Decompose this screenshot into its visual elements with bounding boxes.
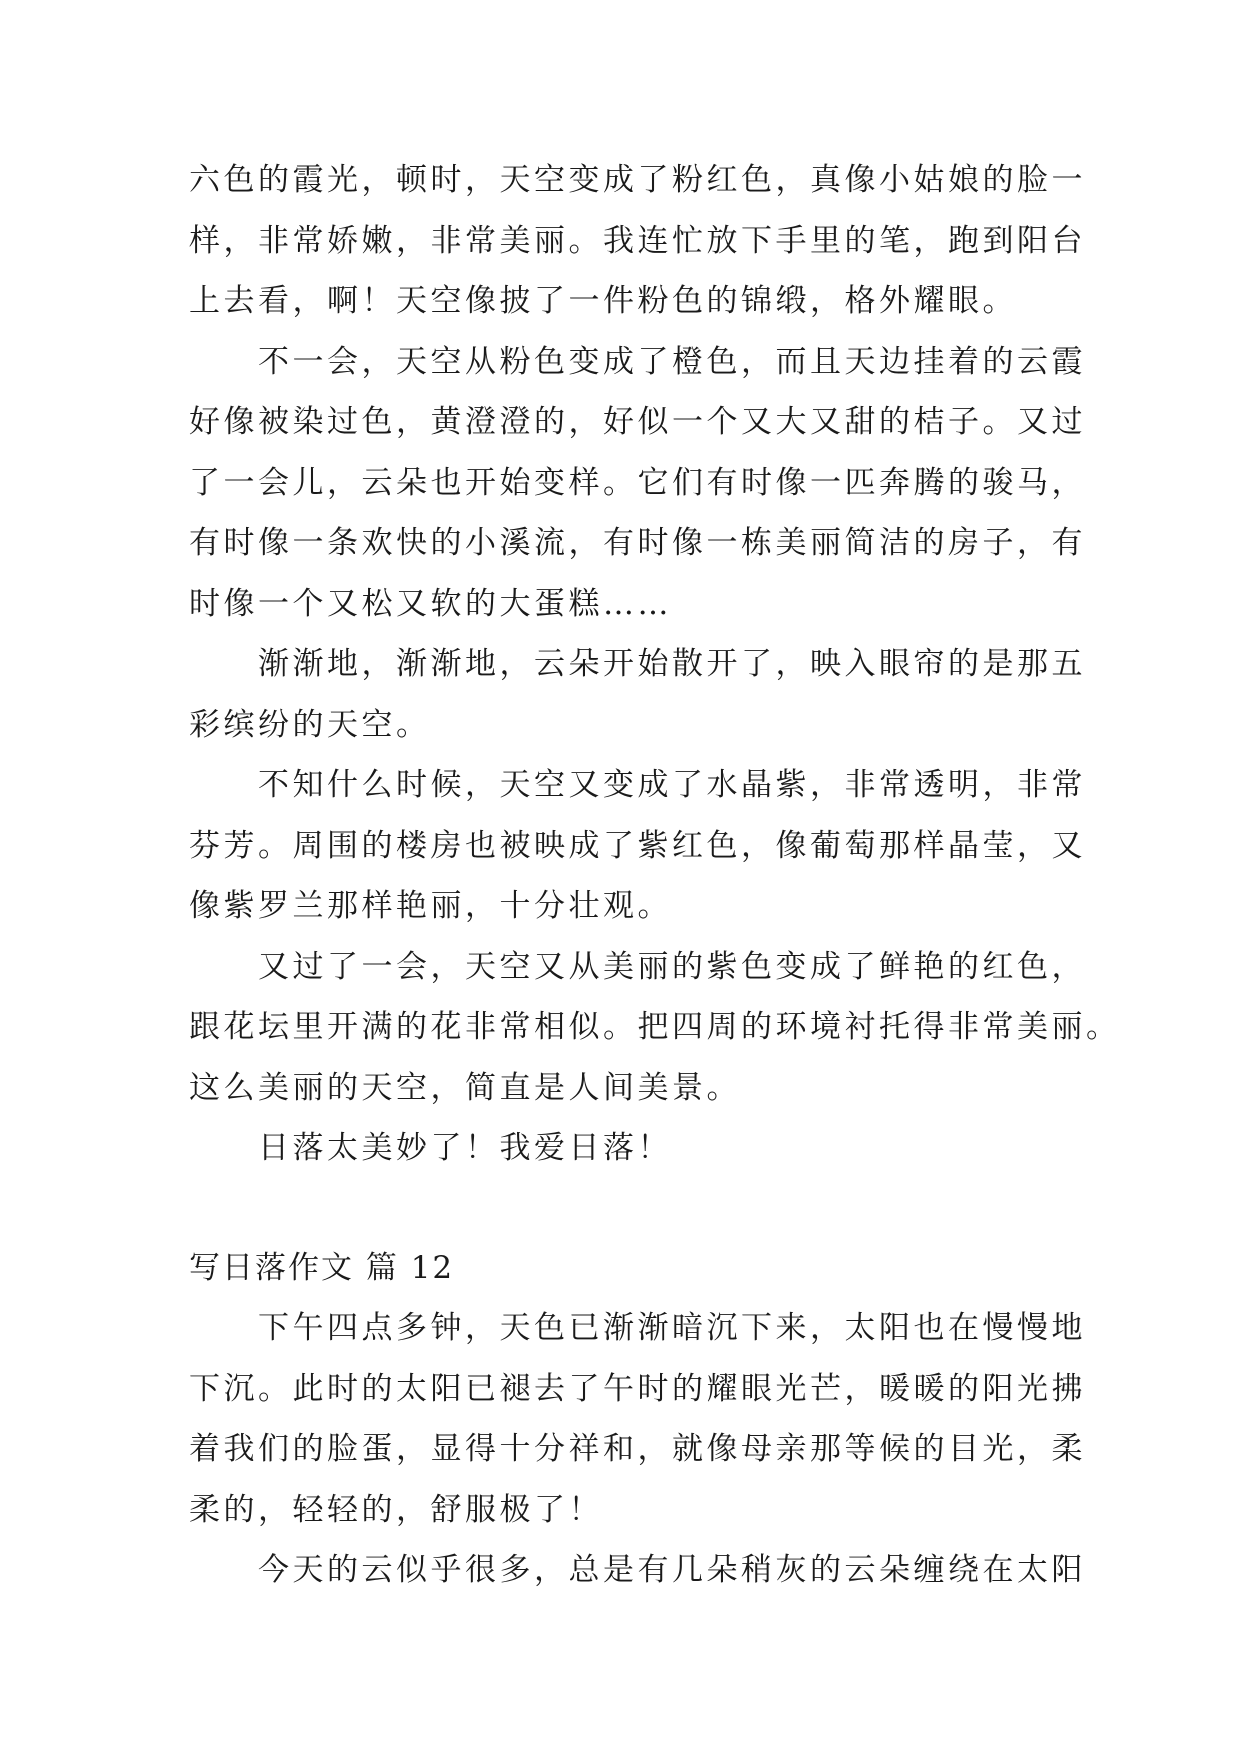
paragraph-start-line: 不一会，天空从粉色变成了橙色，而且天边挂着的云霞 — [258, 343, 1086, 380]
text-line: 彩缤纷的天空。 — [189, 706, 431, 743]
section-gap — [189, 1179, 1051, 1238]
text-line: 六色的霞光，顿时，天空变成了粉红色，真像小姑娘的脸一 — [189, 162, 1086, 198]
text-line: 样，非常娇嫩，非常美丽。我连忙放下手里的笔，跑到阳台 — [189, 222, 1086, 259]
text-line: 下沉。此时的太阳已褪去了午时的耀眼光芒，暖暖的阳光拂 — [189, 1370, 1086, 1407]
paragraph-start-line: 渐渐地，渐渐地，云朵开始散开了，映入眼帘的是那五 — [258, 646, 1086, 682]
paragraph-start-line: 今天的云似乎很多，总是有几朵稍灰的云朵缠绕在太阳 — [258, 1552, 1086, 1588]
text-line: 这么美丽的天空，简直是人间美景。 — [189, 1069, 741, 1106]
paragraph-start-line: 日落太美妙了！我爱日落！ — [258, 1130, 672, 1166]
paragraph-start-line: 不知什么时候，天空又变成了水晶紫，非常透明，非常 — [258, 767, 1086, 803]
text-line: 有时像一条欢快的小溪流，有时像一栋美丽简洁的房子，有 — [189, 525, 1086, 561]
section-heading: 写日落作文 篇 12 — [189, 1249, 455, 1286]
text-line: 像紫罗兰那样艳丽，十分壮观。 — [189, 888, 672, 924]
paragraph-start-line: 下午四点多钟，天色已渐渐暗沉下来，太阳也在慢慢地 — [258, 1310, 1086, 1346]
text-line: 好像被染过色，黄澄澄的，好似一个又大又甜的桔子。又过 — [189, 404, 1086, 440]
text-line: 着我们的脸蛋，显得十分祥和，就像母亲那等候的目光，柔 — [189, 1431, 1086, 1467]
document-page — [189, 150, 1121, 1601]
text-line: 时像一个又松又软的大蛋糕…… — [189, 585, 672, 622]
text-line: 跟花坛里开满的花非常相似。把四周的环境衬托得非常美丽。 — [189, 1009, 1121, 1045]
text-line: 芬芳。周围的楼房也被映成了紫红色，像葡萄那样晶莹，又 — [189, 827, 1086, 864]
text-line: 了一会儿，云朵也开始变样。它们有时像一匹奔腾的骏马， — [189, 464, 1086, 501]
text-line: 上去看，啊！天空像披了一件粉色的锦缎，格外耀眼。 — [189, 283, 1017, 319]
paragraph-start-line: 又过了一会，天空又从美丽的紫色变成了鲜艳的红色， — [258, 948, 1086, 985]
text-line: 柔的，轻轻的，舒服极了！ — [189, 1491, 603, 1528]
